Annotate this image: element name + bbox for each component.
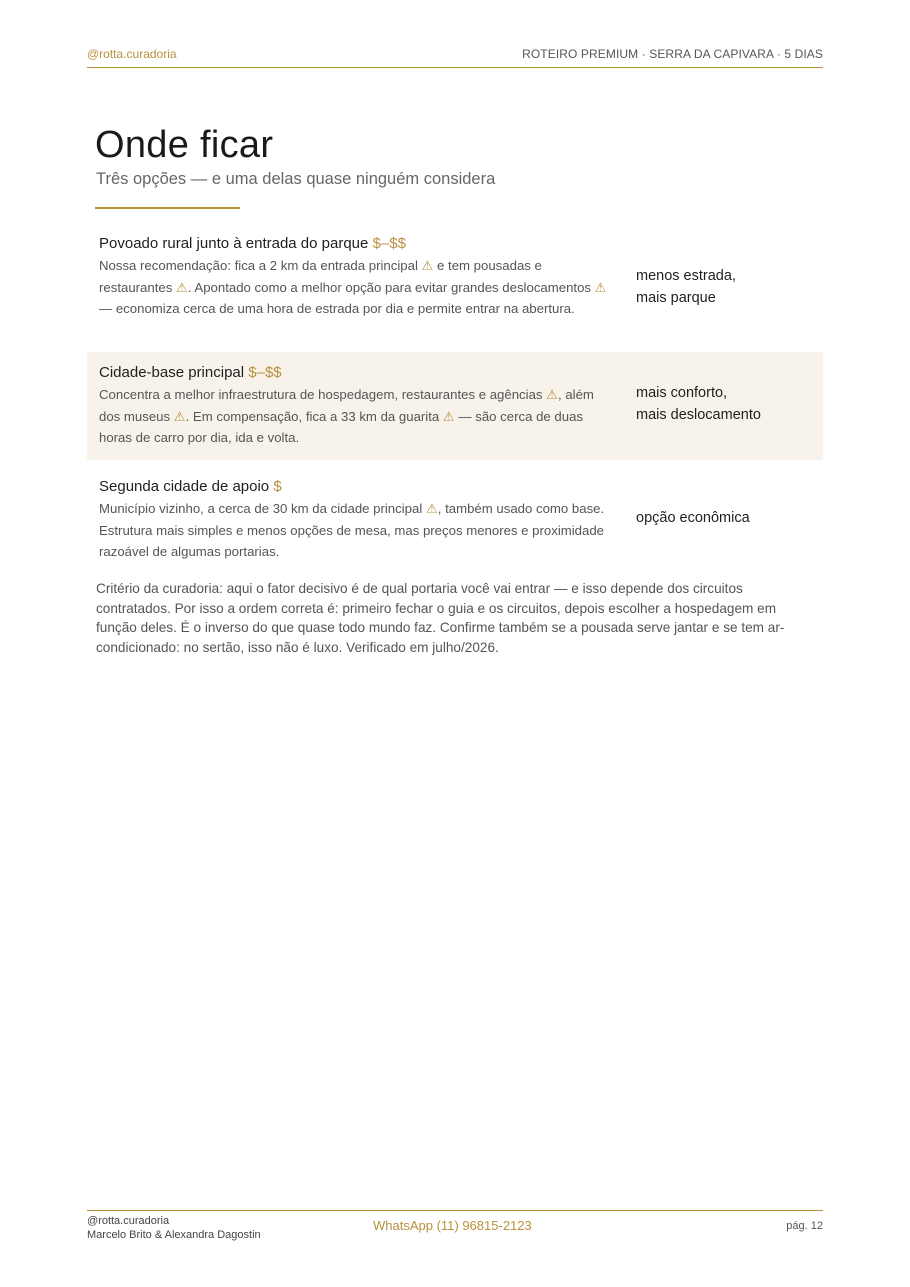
footer-credits [87, 1214, 261, 1242]
warning-icon: ⚠ [425, 501, 438, 516]
footer-brand: @rotta.curadoria [87, 1215, 170, 1227]
lodging-option-tradeoff: opção econômica [636, 510, 750, 526]
warning-icon: ⚠ [175, 279, 188, 295]
footer-whatsapp-contact: WhatsApp (11) 96815-2123 [373, 1218, 532, 1233]
header-document-title: ROTEIRO PREMIUM · SERRA DA CAPIVARA · 5 DIAS [522, 47, 823, 61]
warning-icon: ⚠ [594, 279, 607, 295]
lodging-option-heading [99, 234, 614, 254]
lodging-option-tradeoff: menos estrada, mais parque [636, 268, 736, 306]
curator-note: Critério da curadoria: aqui o fator decisivo é de qual portaria você vai entrar — e isso depende dos circuitos contratados. Por isso a ordem correta é: primeiro fechar o guia e os circuitos, depois escolher a hospedagem em função deles. É o inverso do que quase todo mundo faz. Confirme também se a pousada serve jantar e se tem ar-condicionado: no sertão, isso não é luxo. Verificado em julho/2026. [96, 581, 785, 655]
lodging-option-heading [99, 477, 614, 497]
lodging-option-content [99, 234, 614, 320]
lodging-option-description: Concentra a melhor infraestrutura de hospedagem, restaurantes e agências ⚠, além dos museus ⚠. Em compensação, fica a 33 km da guarita ⚠ — são cerca de duas horas de carro por dia, ida e volta. [99, 387, 594, 445]
title-divider [95, 207, 240, 209]
lodging-option-heading [99, 363, 614, 383]
lodging-option [87, 460, 823, 570]
lodging-option-tradeoff: mais conforto, mais deslocamento [636, 385, 761, 423]
lodging-option-content [99, 363, 614, 449]
page-header [87, 46, 823, 68]
header-brand: @rotta.curadoria [87, 47, 177, 61]
lodging-option-description: Nossa recomendação: fica a 2 km da entrada principal ⚠ e tem pousadas e restaurantes ⚠. Apontado como a melhor opção para evitar grandes deslocamentos ⚠ — economiza cerca de uma hora de estrada por dia e permite entrar na abertura. [99, 258, 607, 316]
price-range: $–$$ [372, 235, 406, 252]
section-title: Onde ficar [95, 124, 274, 166]
warning-icon: ⚠ [421, 258, 434, 273]
lodging-option [87, 352, 823, 460]
footer-authors: Marcelo Brito & Alexandra Dagostin [87, 1229, 261, 1241]
lodging-option [87, 230, 823, 352]
warning-icon: ⚠ [442, 408, 455, 424]
lodging-option-description: Município vizinho, a cerca de 30 km da cidade principal ⚠, também usado como base. Estrutura mais simples e menos opções de mesa, mas preços menores e proximidade razoável de algumas portarias. [99, 501, 605, 559]
page-footer [87, 1210, 823, 1243]
lodging-option-name: Povoado rural junto à entrada do parque [99, 235, 369, 252]
lodging-option-name: Cidade-base principal [99, 364, 245, 381]
lodging-option-content [99, 477, 614, 563]
page-number: pág. 12 [786, 1220, 823, 1232]
lodging-option-name: Segunda cidade de apoio [99, 478, 270, 495]
price-range: $ [273, 478, 282, 495]
price-range: $–$$ [248, 364, 282, 381]
warning-icon: ⚠ [173, 408, 186, 424]
section-subtitle: Três opções — e uma delas quase ninguém considera [96, 170, 496, 188]
warning-icon: ⚠ [546, 387, 558, 402]
